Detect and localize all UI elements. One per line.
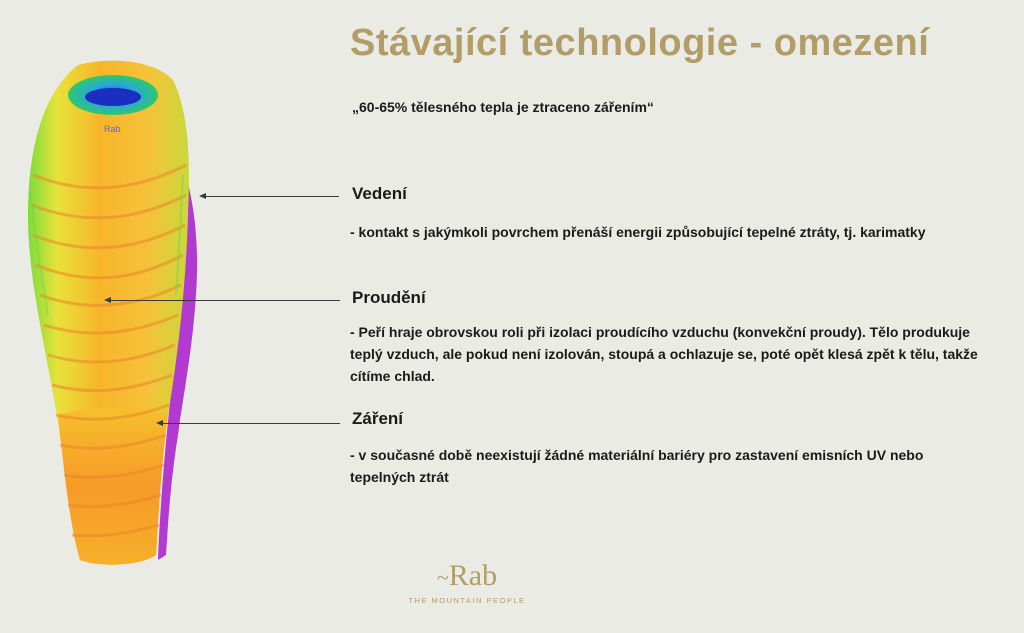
logo-wordmark: Rab: [448, 559, 498, 592]
section-heading-radiation: Záření: [352, 409, 404, 428]
brand-logo: [402, 560, 532, 605]
logo-mark-icon: ~: [436, 565, 449, 590]
section-body-convection: - Peří hraje obrovskou roli při izolaci proudícího vzduchu (konvekční proudy). Tělo produkuje teplý vzduch, ale pokud není izolován, stoupá a ochlazuje se, poté opět klesá zpět k tělu, takže cítíme chlad.: [350, 324, 978, 384]
bag-logo-text: Rab: [104, 124, 121, 134]
arrow-radiation: [162, 423, 340, 424]
thermal-sleeping-bag-image: [18, 55, 218, 575]
section-body-radiation: - v současné době neexistují žádné materiální bariéry pro zastavení emisních UV nebo tepelných ztrát: [350, 447, 924, 485]
page-title: Stávající technologie - omezení: [350, 22, 930, 64]
logo-tagline: THE MOUNTAIN PEOPLE: [408, 596, 526, 605]
intro-quote: „60-65% tělesného tepla je ztraceno zářením“: [352, 99, 654, 115]
section-heading-convection: Proudění: [352, 288, 426, 307]
section-body-conduction: - kontakt s jakýmkoli povrchem přenáší energii způsobující tepelné ztráty, tj. karimatky: [350, 224, 926, 240]
section-heading-conduction: Vedení: [352, 184, 407, 203]
arrow-conduction: [205, 196, 339, 197]
arrow-convection: [110, 300, 340, 301]
